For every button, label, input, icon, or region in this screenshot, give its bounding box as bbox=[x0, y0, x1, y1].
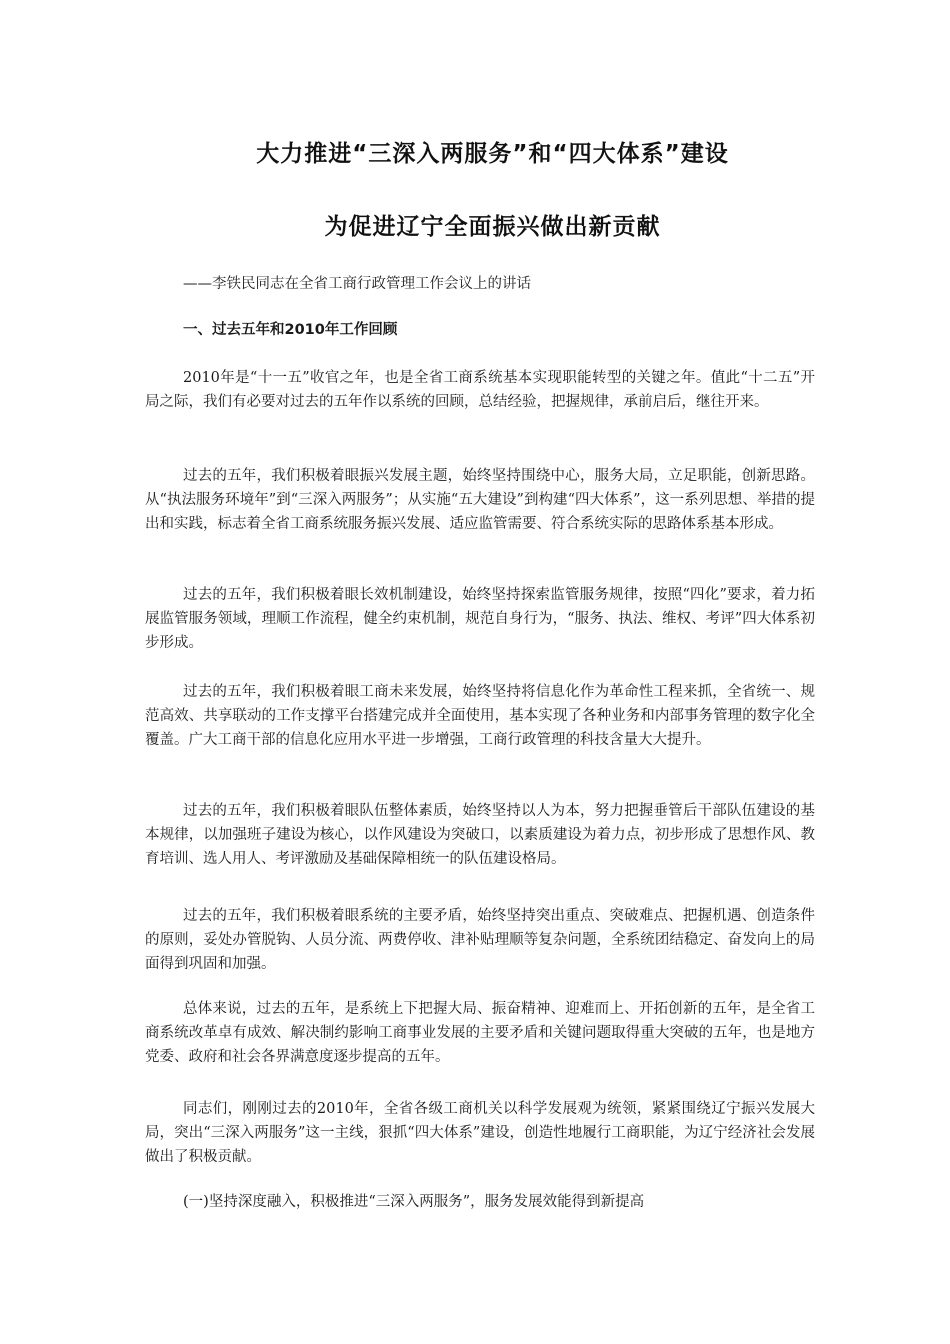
section-heading-1: 一、过去五年和2010年工作回顾 bbox=[183, 322, 398, 338]
paragraph-8: 同志们，刚刚过去的2010年，全省各级工商机关以科学发展观为统领，紧紧围绕辽宁振兴发展大局，突出“三深入两服务”这一主线，狠抓“四大体系”建设，创造性地履行工商职能，为辽宁经济社会发展做出了积极贡献。 bbox=[145, 1101, 815, 1165]
document-title-line-2: 为促进辽宁全面振兴做出新贡献 bbox=[324, 214, 661, 240]
subsection-heading-1: (一)坚持深度融入，积极推进“三深入两服务”，服务发展效能得到新提高 bbox=[183, 1194, 645, 1210]
paragraph-4: 过去的五年，我们积极着眼工商未来发展，始终坚持将信息化作为革命性工程来抓，全省统一、规范高效、共享联动的工作支撑平台搭建完成并全面使用，基本实现了各种业务和内部事务管理的数字化全覆盖。广大工商干部的信息化应用水平进一步增强，工商行政管理的科技含量大大提升。 bbox=[145, 684, 815, 748]
paragraph-3: 过去的五年，我们积极着眼长效机制建设，始终坚持探索监管服务规律，按照“四化”要求，着力拓展监管服务领域，理顺工作流程，健全约束机制，规范自身行为，“服务、执法、维权、考评”四大体系初步形成。 bbox=[145, 587, 815, 651]
paragraph-2: 过去的五年，我们积极着眼振兴发展主题，始终坚持围绕中心，服务大局，立足职能，创新思路。从“执法服务环境年”到“三深入两服务”；从实施“五大建设”到构建“四大体系”，这一系列思想、举措的提出和实践，标志着全省工商系统服务振兴发展、适应监管需要、符合系统实际的思路体系基本形成。 bbox=[145, 468, 815, 532]
document-subtitle: ——李铁民同志在全省工商行政管理工作会议上的讲话 bbox=[183, 276, 531, 292]
paragraph-5: 过去的五年，我们积极着眼队伍整体素质，始终坚持以人为本，努力把握垂管后干部队伍建设的基本规律，以加强班子建设为核心，以作风建设为突破口，以素质建设为着力点，初步形成了思想作风、教育培训、选人用人、考评激励及基础保障相统一的队伍建设格局。 bbox=[145, 803, 815, 867]
paragraph-7: 总体来说，过去的五年，是系统上下把握大局、振奋精神、迎难而上、开拓创新的五年，是全省工商系统改革卓有成效、解决制约影响工商事业发展的主要矛盾和关键问题取得重大突破的五年，也是地方党委、政府和社会各界满意度逐步提高的五年。 bbox=[145, 1001, 815, 1065]
document-title-line-1: 大力推进“三深入两服务”和“四大体系”建设 bbox=[256, 141, 729, 167]
paragraph-6: 过去的五年，我们积极着眼系统的主要矛盾，始终坚持突出重点、突破难点、把握机遇、创造条件的原则，妥处办管脱钩、人员分流、两费停收、津补贴理顺等复杂问题，全系统团结稳定、奋发向上的局面得到巩固和加强。 bbox=[145, 908, 815, 972]
paragraph-1: 2010年是“十一五”收官之年，也是全省工商系统基本实现职能转型的关键之年。值此“十二五”开局之际，我们有必要对过去的五年作以系统的回顾，总结经验，把握规律，承前启后，继往开来。 bbox=[145, 370, 815, 410]
